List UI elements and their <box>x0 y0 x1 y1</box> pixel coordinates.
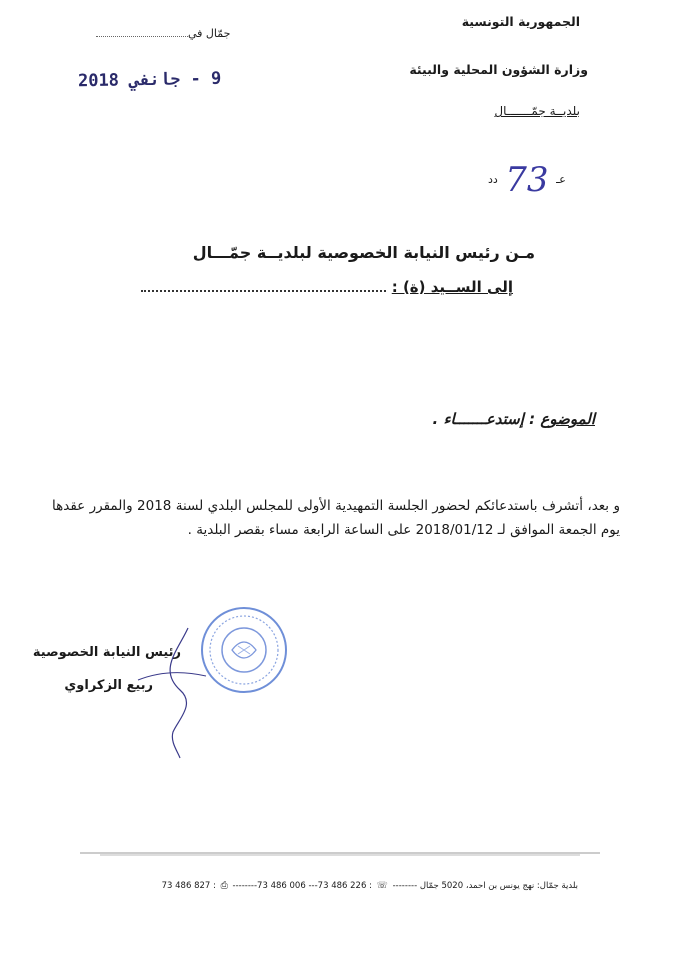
letter-body <box>52 494 620 542</box>
fax-icon: ⎙ <box>220 881 228 891</box>
place-label: جمّال في <box>188 27 231 40</box>
footer-contact <box>162 881 578 891</box>
to-label: إلى الســيد (ة) : <box>391 278 513 296</box>
subject-label: الموضوع <box>540 410 595 428</box>
footer-divider <box>80 852 600 856</box>
subject-value: : إستدعـــــــاء . <box>432 410 536 428</box>
place-date-line <box>92 26 230 40</box>
footer-fax: : 827 486 73 <box>161 881 216 891</box>
body-paragraph: و بعد، أتشرف باستدعائكم لحضور الجلسة التمهيدية الأولى للمجلس البلدي لسنة 2018 والمقرر عقدها يوم الجمعة الموافق لـ 2018/01/12 على الساعة الرابعة مساء بقصر البلدية . <box>52 498 620 538</box>
subject-line <box>433 410 595 428</box>
signature-name: ربيع الزكراوي <box>64 678 153 693</box>
phone-icon: ☏ <box>376 881 388 891</box>
recipient-dots <box>141 278 386 292</box>
footer-phone: : 226 486 73--- 006 486 73-------- <box>232 881 372 891</box>
reference-handwritten-number: 73 <box>505 160 549 200</box>
ministry-header: وزارة الشؤون المحلية والبيئة <box>409 62 588 77</box>
reference-number <box>488 160 566 200</box>
republic-header: الجمهورية التونسية <box>461 14 580 29</box>
place-dots <box>96 26 188 37</box>
municipality-header: بلديــة جمّـــــــال <box>494 104 580 118</box>
date-stamp: 9 - جانفي 2018 <box>77 68 222 92</box>
signature-title: رئيس النيابة الخصوصية <box>32 645 181 660</box>
from-line: مـن رئيس النيابة الخصوصية لبلديــة جمّـــال <box>192 243 535 262</box>
to-line <box>141 278 513 296</box>
footer-address: بلدية جمّال: نهج يونس بن احمد، 5020 جمّال -------- <box>392 881 578 891</box>
handwritten-signature-icon <box>118 620 228 760</box>
reference-suffix: دد <box>488 173 498 186</box>
reference-prefix: عـ <box>556 173 566 186</box>
